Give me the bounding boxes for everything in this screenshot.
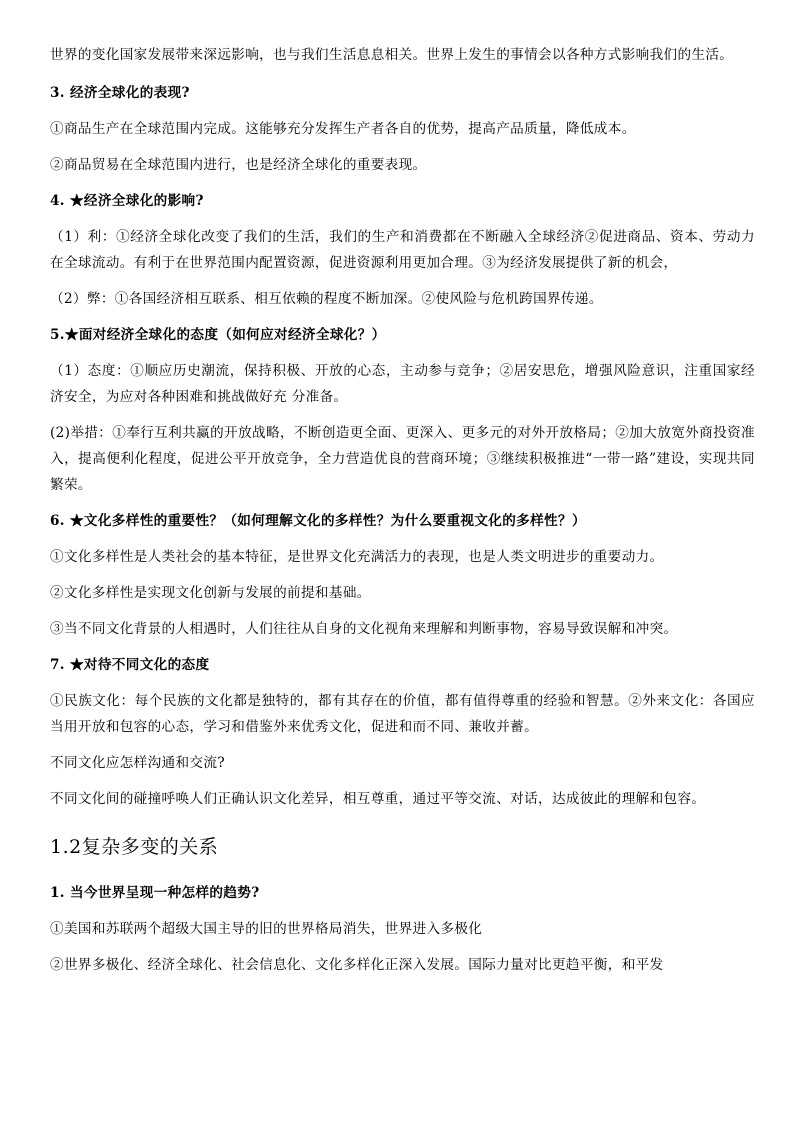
section-answer-1-item-1: ①美国和苏联两个超级大国主导的旧的世界格局消失，世界进入多极化 [50,921,483,937]
answer-6-item-3: ③当不同文化背景的人相遇时，人们往往从自身的文化视角来理解和判断事物，容易导致误解和冲突。 [50,621,678,637]
answer-6-item-2: ②文化多样性是实现文化创新与发展的前提和基础。 [50,585,371,601]
document-page [50,42,755,978]
question-7-heading: 7. ★对待不同文化的态度 [50,657,210,673]
question-6-heading: 6. ★文化多样性的重要性？（如何理解文化的多样性？为什么要重视文化的多样性？） [50,513,586,529]
answer-7-content: ①民族文化：每个民族的文化都是独特的，都有其存在的价值，都有值得尊重的经验和智慧。②外来文化：各国应当用开放和包容的心态，学习和借鉴外来优秀文化，促进和而不同、兼收并蓄。 [50,693,755,735]
answer-3-item-1: ①商品生产在全球范围内完成。这能够充分发挥生产者各自的优势，提高产品质量，降低成本。 [50,121,636,137]
answer-3-item-2: ②商品贸易在全球范围内进行，也是经济全球化的重要表现。 [50,157,427,173]
question-3-heading: 3. 经济全球化的表现? [50,85,190,101]
sub-answer: 不同文化间的碰撞呼唤人们正确认识文化差异，相互尊重，通过平等交流、对话，达成彼此的理解和包容。 [50,791,706,807]
section-heading: 1.2复杂多变的关系 [50,836,219,858]
question-5-heading: 5.★面对经济全球化的态度（如何应对经济全球化？） [50,327,386,343]
section-question-1-heading: 1. 当今世界呈现一种怎样的趋势? [50,885,260,901]
answer-4-advantages: （1）利：①经济全球化改变了我们的生活，我们的生产和消费都在不断融入全球经济②促进商品、资本、劳动力在全球流动。有利于在世界范围内配置资源，促进资源利用更加合理。③为经济发展提供了新的机会， [50,229,755,271]
answer-4-disadvantages: （2）弊：①各国经济相互联系、相互依赖的程度不断加深。②使风险与危机跨国界传递。 [50,291,603,307]
section-answer-1-item-2: ②世界多极化、经济全球化、社会信息化、文化多样化正深入发展。国际力量对比更趋平衡，和平发 [50,957,664,973]
answer-5-measures: (2)举措：①奉行互利共赢的开放战略，不断创造更全面、更深入、更多元的对外开放格局；②加大放宽外商投资准入，提高便利化程度，促进公平开放竞争，全力营造优良的营商环境；③继续积极推进“一带一路”建设，实现共同繁荣。 [50,425,755,493]
answer-6-item-1: ①文化多样性是人类社会的基本特征，是世界文化充满活力的表现，也是人类文明进步的重要动力。 [50,549,664,565]
sub-question: 不同文化应怎样沟通和交流? [50,755,225,771]
intro-paragraph: 世界的变化国家发展带来深远影响，也与我们生活息息相关。世界上发生的事情会以各种方式影响我们的生活。 [50,47,734,63]
question-4-heading: 4. ★经济全球化的影响? [50,193,204,209]
answer-5-attitude: （1）态度：①顺应历史潮流，保持积极、开放的心态，主动参与竞争；②居安思危，增强风险意识，注重国家经济安全，为应对各种困难和挑战做好充 分准备。 [50,363,755,405]
